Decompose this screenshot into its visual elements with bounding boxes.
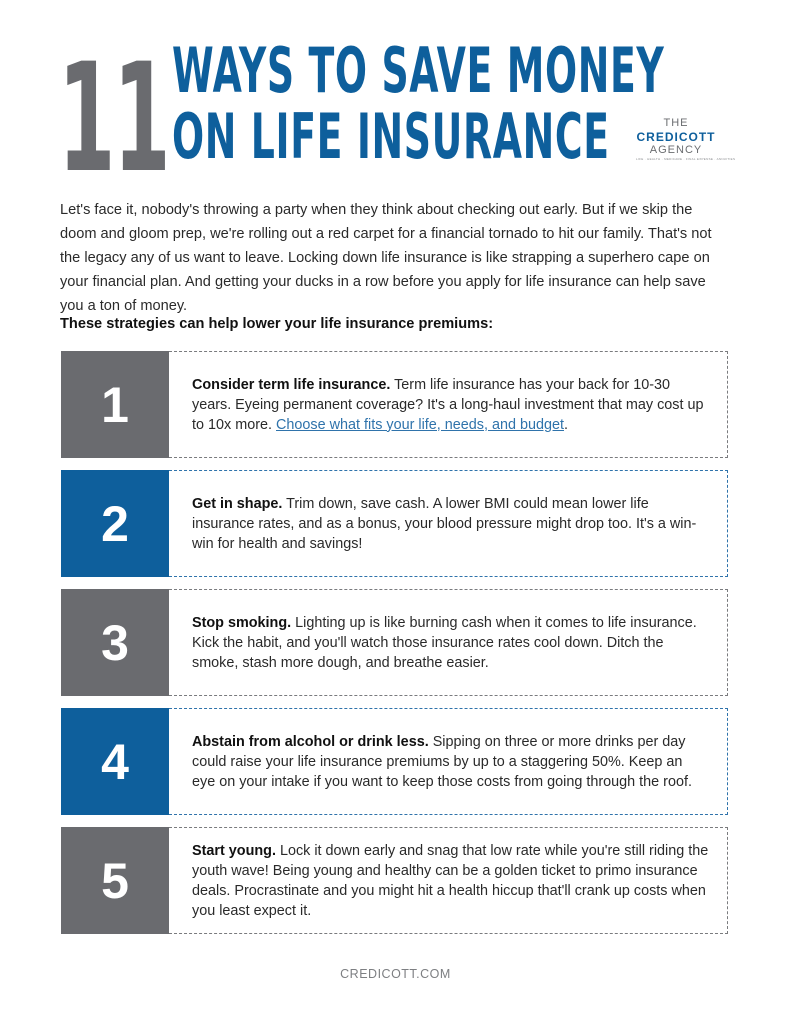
strategy-text-box-1 — [169, 351, 728, 458]
strategy-number-3: 3 — [61, 589, 169, 696]
strategy-item-5 — [61, 827, 728, 934]
strategy-title-2: Get in shape. — [192, 495, 283, 512]
strategies-heading: These strategies can help lower your life insurance premiums: — [60, 316, 494, 332]
big-number: 11 — [58, 32, 169, 206]
strategy-item-4 — [61, 708, 728, 815]
strategy-text-2 — [192, 494, 709, 554]
strategy-text-3 — [192, 613, 709, 673]
agency-logo — [636, 117, 736, 162]
strategy-number-4: 4 — [61, 708, 169, 815]
strategy-item-3 — [61, 589, 728, 696]
strategy-body-1: Term life insurance has your back for 10-30 years. Eyeing permanent coverage? It's a long-haul investment that may cost up to 10x more. — [192, 376, 704, 433]
title-line-2: ON LIFE INSURANCE — [172, 100, 610, 173]
strategy-body-2: Trim down, save cash. A lower BMI could mean lower life insurance rates, and as a bonus, your blood pressure might drop too. It's a win-win for health and savings! — [192, 495, 697, 552]
logo-line-3: AGENCY — [649, 144, 703, 156]
intro-paragraph: Let's face it, nobody's throwing a party when they think about checking out early. But if we skip the doom and gloom prep, we're rolling out a red carpet for a financial tornado to hit our family. That's not the legacy any of us want to leave. Locking down life insurance is like strapping a superhero cape on your financial plan. And getting your ducks in a row before you apply for life insurance can help save you a ton of money. — [60, 202, 712, 314]
strategy-text-box-2 — [169, 470, 728, 577]
strategy-text-5 — [192, 841, 709, 921]
strategy-item-1 — [61, 351, 728, 458]
strategy-body-5: Lock it down early and snag that low rate while you're still riding the youth wave! Being young and healthy can be a golden ticket to primo insurance deals. Procrastinate and you might hit a health hiccup that'll crank up costs when you least expect it. — [192, 842, 709, 919]
logo-tagline: LIFE · HEALTH · MEDICARE · FINAL EXPENSE · ANNUITIES — [636, 157, 736, 161]
strategy-link-suffix-1: . — [564, 416, 568, 433]
strategy-number-5: 5 — [61, 827, 169, 934]
strategy-body-4: Sipping on three or more drinks per day could raise your life insurance premiums by up to a staggering 50%. Keep an eye on your intake if you want to keep those costs from going through the roof. — [192, 733, 692, 790]
page-title — [172, 34, 665, 173]
strategy-number-1: 1 — [61, 351, 169, 458]
strategy-text-box-3 — [169, 589, 728, 696]
strategy-title-1: Consider term life insurance. — [192, 376, 391, 393]
strategy-text-box-4 — [169, 708, 728, 815]
strategy-text-4 — [192, 732, 709, 792]
strategy-title-4: Abstain from alcohol or drink less. — [192, 733, 429, 750]
strategy-title-3: Stop smoking. — [192, 614, 292, 631]
logo-line-1: THE — [663, 117, 689, 129]
strategy-body-3: Lighting up is like burning cash when it comes to life insurance. Kick the habit, and you'll watch those insurance rates cool down. Ditch the smoke, stash more dough, and breathe easier. — [192, 614, 697, 671]
title-line-1: WAYS TO SAVE MONEY — [172, 34, 665, 107]
strategy-text-1 — [192, 375, 709, 435]
logo-line-2: CREDICOTT — [636, 130, 716, 144]
strategy-title-5: Start young. — [192, 842, 276, 859]
strategy-number-2: 2 — [61, 470, 169, 577]
strategy-text-box-5 — [169, 827, 728, 934]
strategy-item-2 — [61, 470, 728, 577]
footer-url[interactable]: CREDICOTT.COM — [340, 967, 451, 981]
strategy-link-1[interactable]: Choose what fits your life, needs, and budget — [276, 416, 564, 433]
